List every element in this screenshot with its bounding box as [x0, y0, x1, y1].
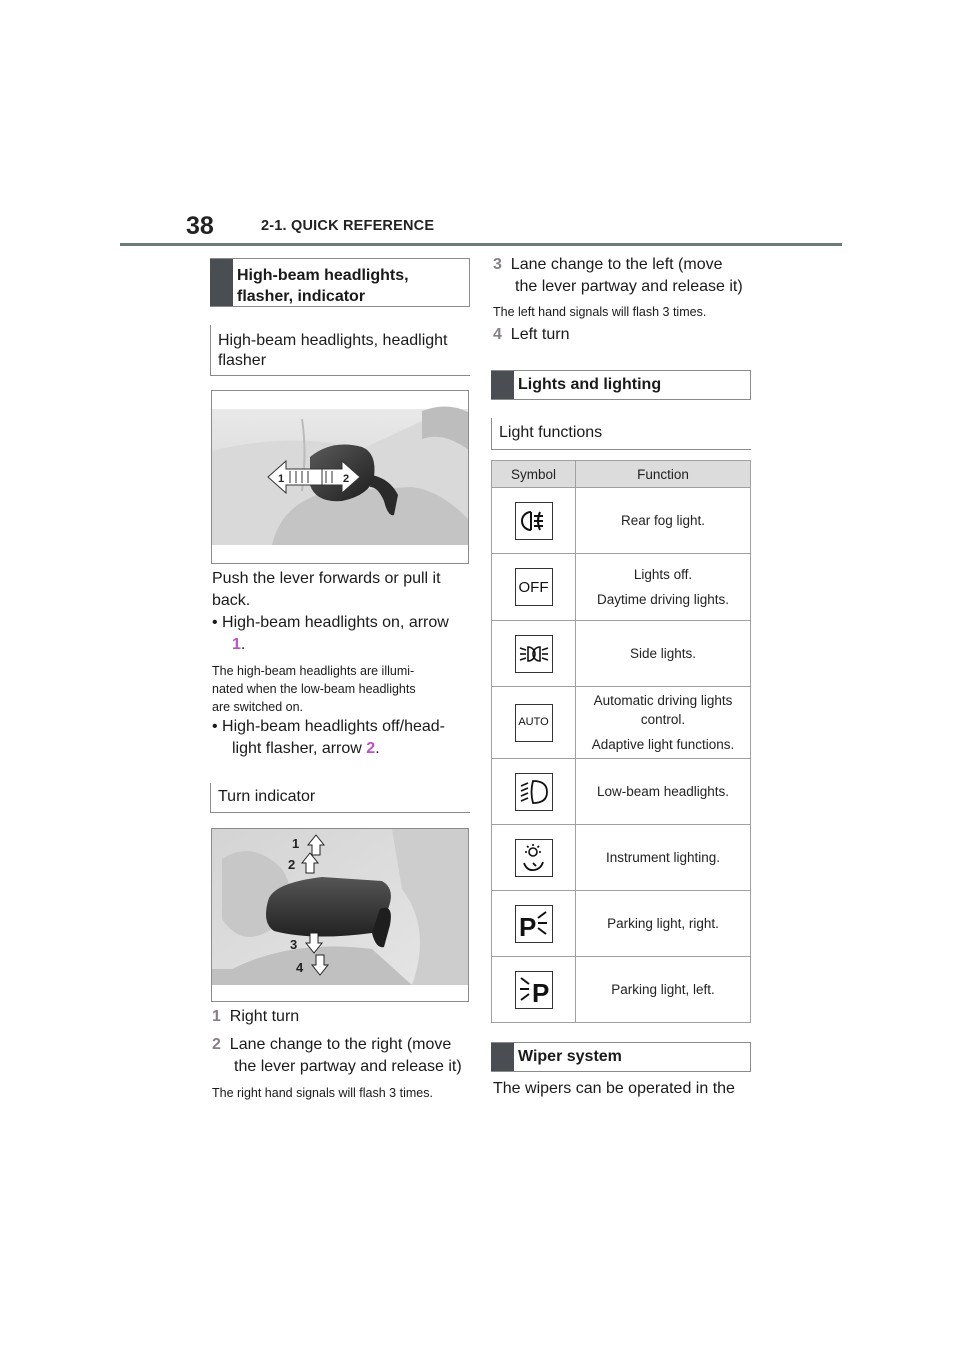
header-rule — [120, 243, 842, 246]
section-bar — [491, 1043, 514, 1071]
step3-line2: the lever partway and release it) — [515, 278, 743, 295]
step-4 — [493, 324, 570, 346]
step4-number: 4 — [493, 326, 502, 343]
section-header-wiper — [491, 1042, 751, 1072]
wiper-text: The wipers can be operated in the — [493, 1080, 735, 1097]
section-title-line1: High-beam headlights, — [237, 267, 409, 284]
step1-text: Right turn — [229, 1008, 300, 1025]
note-high-beam — [212, 662, 472, 716]
push-line2: back. — [212, 592, 251, 609]
function-text-2: Daytime driving lights. — [596, 592, 730, 607]
figure2-label-2: 2 — [288, 857, 296, 872]
table-row — [492, 488, 751, 554]
chapter-title: 2-1. QUICK REFERENCE — [261, 218, 435, 234]
function-text: Parking light, left. — [611, 982, 715, 997]
bullet-high-beam-off — [212, 716, 474, 760]
bullet2-text-line1: High-beam headlights off/head- — [222, 718, 446, 735]
figure2-label-1: 1 — [292, 836, 300, 851]
step4-text: Left turn — [510, 326, 570, 343]
table-row — [492, 825, 751, 891]
figure2-label-3: 3 — [290, 937, 298, 952]
step-2 — [212, 1034, 474, 1078]
symbol-cell — [492, 957, 576, 1023]
symbol-cell — [492, 759, 576, 825]
function-cell — [576, 621, 751, 687]
side-lights-icon — [515, 635, 553, 673]
symbol-cell — [492, 488, 576, 554]
parking-light-right-icon — [515, 905, 553, 943]
note-line1: The high-beam headlights are illumi- — [212, 664, 415, 678]
function-text-2: control. — [640, 712, 686, 727]
step2-line1: Lane change to the right (move — [229, 1036, 452, 1053]
parking-light-left-icon — [515, 971, 553, 1009]
symbol-cell — [492, 825, 576, 891]
svg-text:P: P — [518, 911, 536, 939]
section-bar — [491, 371, 514, 399]
subsection-light-functions — [491, 418, 751, 450]
function-text: Automatic driving lights — [593, 693, 733, 708]
push-instruction — [212, 568, 472, 612]
bullet1-end: . — [240, 636, 246, 653]
auto-icon — [515, 704, 553, 742]
note-right-signal: The right hand signals will flash 3 times. — [212, 1086, 433, 1100]
figure-label-1: 1 — [278, 473, 285, 485]
rear-fog-light-icon — [515, 502, 553, 540]
table-row — [492, 957, 751, 1023]
section-header-high-beam — [210, 258, 470, 307]
function-cell — [576, 825, 751, 891]
bullet-dot: • — [212, 718, 223, 735]
subsection-title: Turn indicator — [218, 788, 316, 805]
step2-line2: the lever partway and release it) — [234, 1058, 462, 1075]
function-cell — [576, 957, 751, 1023]
function-text: Low-beam headlights. — [596, 784, 730, 799]
column-header-symbol: Symbol — [492, 461, 576, 488]
step2-number: 2 — [212, 1036, 221, 1053]
bullet2-number: 2 — [366, 740, 376, 757]
section-title: Wiper system — [518, 1048, 622, 1065]
figure-high-beam-lever — [211, 390, 469, 564]
instrument-lighting-icon — [515, 839, 553, 877]
note-line3: are switched on. — [212, 700, 304, 714]
function-cell — [576, 891, 751, 957]
symbol-cell — [492, 687, 576, 759]
subsection-high-beam — [210, 325, 470, 376]
table-row — [492, 759, 751, 825]
function-cell — [576, 759, 751, 825]
bullet2-text-line2: light flasher, arrow — [232, 740, 362, 757]
section-header-lights — [491, 370, 751, 400]
section-title-line2: flasher, indicator — [237, 288, 366, 305]
function-cell — [576, 488, 751, 554]
bullet1-text: High-beam headlights on, arrow — [222, 614, 449, 631]
note-left-signal: The left hand signals will flash 3 times. — [493, 305, 707, 319]
function-text: Rear fog light. — [620, 513, 706, 528]
push-line1: Push the lever forwards or pull it — [212, 570, 441, 587]
function-text: Lights off. — [633, 567, 693, 582]
function-text: Instrument lighting. — [605, 850, 721, 865]
subsection-title: Light functions — [499, 424, 603, 441]
symbol-cell — [492, 621, 576, 687]
table-row — [492, 621, 751, 687]
figure-label-2: 2 — [343, 473, 350, 485]
table-header-row — [492, 461, 751, 488]
symbol-cell — [492, 554, 576, 621]
column-header-function: Function — [576, 461, 751, 488]
section-title — [237, 265, 409, 307]
table-row — [492, 687, 751, 759]
symbol-cell — [492, 891, 576, 957]
off-icon — [515, 568, 553, 606]
function-text: Side lights. — [629, 646, 697, 661]
table-row — [492, 891, 751, 957]
section-bar — [210, 259, 233, 306]
note-line2: nated when the low-beam headlights — [212, 682, 416, 696]
subsection-title-line1: High-beam headlights, headlight — [218, 332, 448, 349]
bullet1-number: 1 — [232, 636, 241, 653]
step-3 — [493, 254, 755, 298]
subsection-title-line2: flasher — [218, 352, 267, 369]
svg-text:P: P — [531, 977, 549, 1005]
step3-number: 3 — [493, 256, 502, 273]
bullet2-end: . — [375, 740, 380, 757]
bullet-high-beam-on — [212, 612, 474, 656]
table-row — [492, 554, 751, 621]
function-cell — [576, 687, 751, 759]
step3-line1: Lane change to the left (move — [510, 256, 723, 273]
subsection-title — [218, 331, 447, 371]
step1-number: 1 — [212, 1008, 221, 1025]
light-functions-table — [491, 460, 751, 1023]
bullet-dot: • — [212, 614, 223, 631]
subsection-turn-indicator — [210, 783, 470, 813]
auto-symbol-text: AUTO — [518, 716, 549, 728]
function-text: Parking light, right. — [607, 916, 719, 931]
figure2-label-4: 4 — [296, 960, 304, 975]
step-1 — [212, 1006, 299, 1028]
page-number: 38 — [186, 212, 214, 240]
off-symbol-text: OFF — [518, 578, 549, 596]
lever-illustration — [212, 391, 469, 564]
function-text-3: Adaptive light functions. — [591, 737, 735, 752]
function-cell — [576, 554, 751, 621]
low-beam-icon — [515, 773, 553, 811]
turn-lever-illustration — [212, 829, 469, 1002]
figure-turn-indicator-lever — [211, 828, 469, 1002]
section-title: Lights and lighting — [518, 376, 662, 393]
